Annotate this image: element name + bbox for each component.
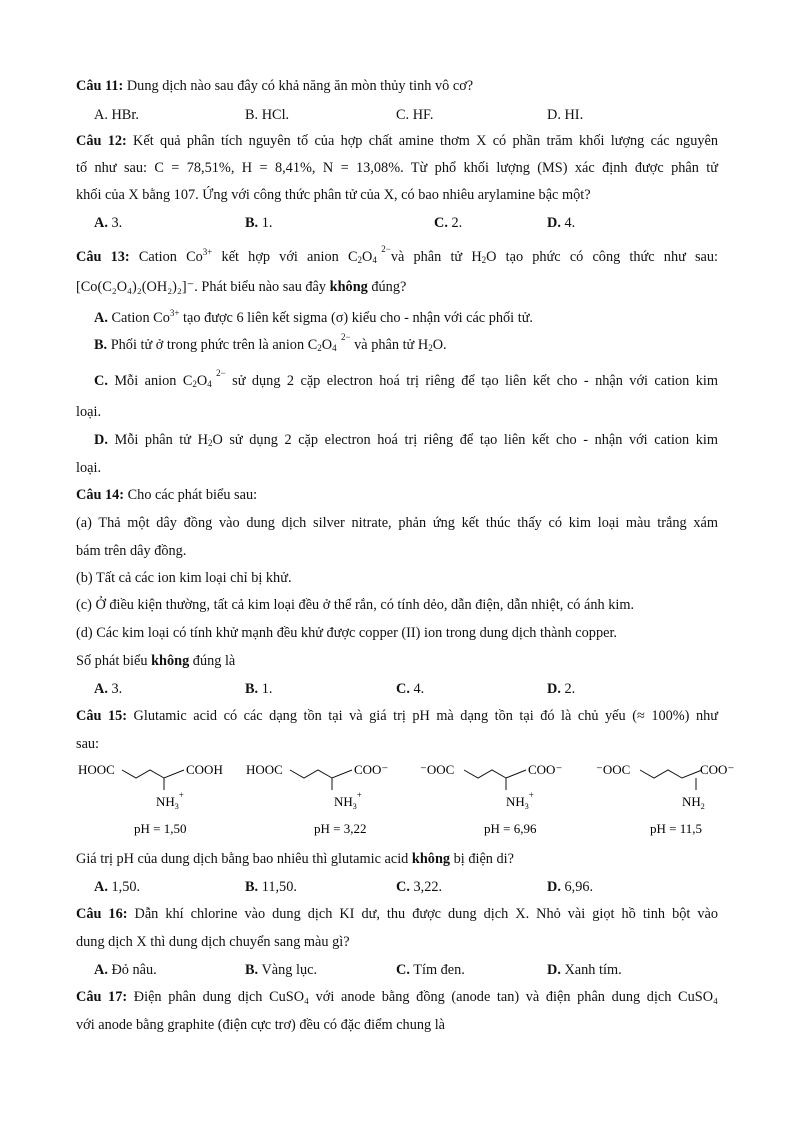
q14-statement-a: (a) Thả một dây đồng vào dung dịch silver nitrate, phản ứng kết thúc thấy có kim loại màu trắng xám [76, 515, 718, 531]
q14-statement-d: (d) Các kim loại có tính khử mạnh đều khử được copper (II) ion trong dung dịch thành copper. [76, 625, 617, 641]
q15-option-b[interactable]: B. 11,50. [245, 879, 297, 895]
q15-options [94, 879, 734, 895]
q15-line-2: sau: [76, 736, 100, 752]
q16-option-c[interactable]: C. Tím đen. [396, 962, 465, 978]
complex-formula: [Co(C₂O₄)₂(OH₂)₂]⁻ [76, 279, 195, 295]
q16-options [94, 962, 734, 978]
q13-option-d[interactable]: D. Mỗi phân tử $H_2O$ sử dụng 2 cặp electron hoá trị riêng để tạo liên kết cho - nhận với cation kim [94, 432, 718, 448]
q11-option-c[interactable]: C. HF. [396, 107, 434, 123]
q14-statement-a-cont: bám trên dây đồng. [76, 543, 187, 559]
q13-option-d-cont: loại. [76, 460, 102, 476]
q13-line-2: [Co(C₂O₄)₂(OH₂)₂]⁻. Phát biểu nào sau đây không đúng? [76, 279, 407, 295]
q11-option-b[interactable]: B. HCl. [245, 107, 290, 123]
q16-option-b[interactable]: B. Vàng lục. [245, 962, 318, 978]
q11-label: Câu 11: [76, 78, 124, 94]
q12-line-1: Câu 12: Kết quả phân tích nguyên tố của hợp chất amine thơm X có phần trăm khối lượng các nguyên [76, 133, 718, 149]
structure-2-right-group: COO⁻ [354, 762, 389, 777]
q14-statement-c: (c) Ở điều kiện thường, tất cả kim loại đều ở thể rắn, có tính dẻo, dẫn điện, dẫn nhiệt, có ánh kim. [76, 597, 635, 613]
structure-3-right-group: COO⁻ [528, 762, 563, 777]
q12-line-2: tố như sau: C = 78,51%, H = 8,41%, N = 13,08%. Từ phổ khối lượng (MS) xác định được phân tử [76, 160, 718, 176]
q16-line-2: dung dịch X thì dung dịch chuyển sang màu gì? [76, 934, 350, 950]
q11-options [94, 107, 734, 123]
q16-option-d[interactable]: D. Xanh tím. [547, 962, 622, 978]
q14-option-a[interactable]: A. 3. [94, 681, 123, 697]
structure-1-ph: pH = 1,50 [134, 821, 187, 836]
q13-option-c-cont: loại. [76, 404, 102, 420]
structure-3-ph: pH = 6,96 [484, 821, 537, 836]
q11-option-a[interactable]: A. HBr. [94, 107, 139, 123]
q13-line-1: Câu 13: Cation $Co^{3+}$ kết hợp với anion C2O4 2− và phân tử $H_2O$ tạo phức có công thức như sau: [76, 244, 719, 265]
q12-option-d[interactable]: D. 4. [547, 215, 576, 231]
oxalate-ion: C2O4 2− [347, 244, 391, 265]
structure-3 [420, 762, 562, 836]
q12-option-a[interactable]: A. 3. [94, 215, 123, 231]
q11-option-d[interactable]: D. HI. [547, 107, 584, 123]
q14-statement-b: (b) Tất cả các ion kim loại chỉ bị khử. [76, 570, 292, 586]
q15-option-a[interactable]: A. 1,50. [94, 879, 141, 895]
q12-options [94, 215, 734, 231]
q17-line-2: với anode bằng graphite (điện cực trơ) đều có đặc điểm chung là [76, 1017, 446, 1033]
q14-option-d[interactable]: D. 2. [547, 681, 576, 697]
structure-2 [246, 762, 388, 836]
q14-option-c[interactable]: C. 4. [396, 681, 425, 697]
structure-4-ph: pH = 11,5 [650, 821, 702, 836]
structure-1 [78, 762, 223, 836]
structure-1-amine: $NH_3^+$ [156, 790, 184, 811]
structure-3-left-group: ⁻OOC [420, 762, 455, 777]
q15-question: Giá trị pH của dung dịch bằng bao nhiêu thì glutamic acid không bị điện di? [76, 851, 514, 867]
structure-1-right-group: COOH [186, 762, 223, 777]
q16-line-1: Câu 16: Dẫn khí chlorine vào dung dịch KI dư, thu được dung dịch X. Nhỏ vài giọt hồ tinh bột vào [76, 906, 718, 922]
structure-4 [596, 762, 734, 836]
structure-1-left-group: HOOC [78, 762, 115, 777]
q14-options [94, 681, 734, 697]
q12-option-c[interactable]: C. 2. [434, 215, 463, 231]
q16-option-a[interactable]: A. Đỏ nâu. [94, 962, 157, 978]
q12-line-3: khối của X bằng 107. Ứng với công thức phân tử của X, có bao nhiêu arylamine bậc một? [76, 187, 591, 203]
glutamic-acid-structures [0, 756, 794, 846]
structure-4-right-group: COO⁻ [700, 762, 735, 777]
structure-3-amine: $NH_3^+$ [506, 790, 534, 811]
structure-2-amine: $NH_3^+$ [334, 790, 362, 811]
q15-option-c[interactable]: C. 3,22. [396, 879, 443, 895]
q15-option-d[interactable]: D. 6,96. [547, 879, 594, 895]
q17-line-1: Câu 17: Điện phân dung dịch CuSO₄ với anode bằng đồng (anode tan) và điện phân dung dịch CuSO₄ [76, 989, 718, 1005]
q13-option-c[interactable]: C. Mỗi anion C2O4 2− sử dụng 2 cặp electron hoá trị riêng để tạo liên kết cho - nhận với cation kim [94, 368, 719, 389]
q11-stem [76, 79, 473, 93]
structure-2-ph: pH = 3,22 [314, 821, 367, 836]
q14-stem: Câu 14: Cho các phát biểu sau: [76, 487, 258, 503]
structure-2-left-group: HOOC [246, 762, 283, 777]
q15-line-1: Câu 15: Glutamic acid có các dạng tồn tại và giá trị pH mà dạng tồn tại đó là chủ yếu (≈ 100%) như [76, 708, 719, 724]
q11-text: Dung dịch nào sau đây có khả năng ăn mòn thủy tinh vô cơ? [126, 78, 474, 94]
structure-4-left-group: ⁻OOC [596, 762, 631, 777]
q13-option-b[interactable]: B. Phối tử ở trong phức trên là anion C2O4 2− và phân tử $H_2O$. [94, 332, 447, 353]
q14-option-b[interactable]: B. 1. [245, 681, 273, 697]
q14-question: Số phát biểu không đúng là [76, 653, 236, 669]
structure-4-amine: $NH_2$ [682, 794, 705, 811]
q12-option-b[interactable]: B. 1. [245, 215, 273, 231]
q13-option-a[interactable]: A. Cation $Co^{3+}$ tạo được 6 liên kết sigma (σ) kiểu cho - nhận với các phối tử. [94, 308, 534, 326]
